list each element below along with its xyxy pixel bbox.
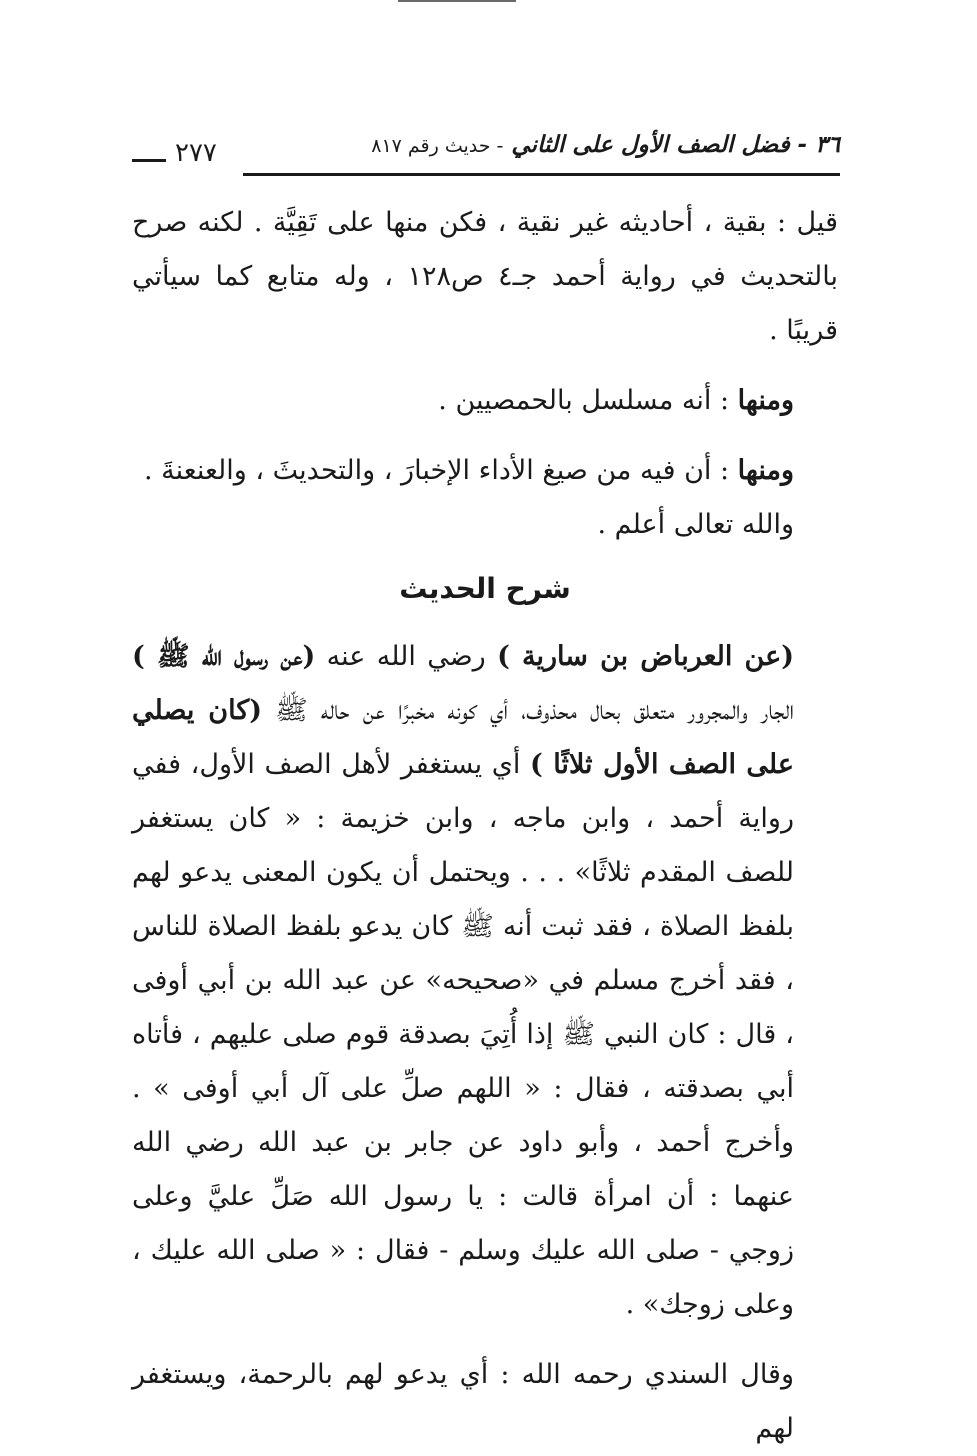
header-rule	[243, 173, 840, 176]
spacer	[132, 428, 838, 444]
note-label: ومنها	[737, 385, 794, 416]
quoted-phrase: (عن العرباض بن سارية )	[497, 641, 794, 672]
page-header	[130, 132, 840, 180]
quoted-phrase: (عن رسول الله ﷺ )	[132, 641, 316, 672]
commentary-paragraph	[132, 630, 838, 1332]
commentary-text: رضي الله عنه	[315, 641, 498, 672]
header-dash	[132, 159, 166, 162]
note-label: ومنها	[737, 455, 794, 486]
quoted-phrase: (كان يصلي على الصف الأول ثلاثًا )	[132, 695, 794, 780]
spacer	[132, 1332, 838, 1348]
note-sigh	[132, 444, 838, 498]
hadith-reference: - حديث رقم ٨١٧	[371, 135, 504, 157]
top-margin-mark	[398, 0, 516, 2]
note-text: : أن فيه من صيغ الأداء الإخبارَ ، والتحديثَ ، والعنعنةَ .	[144, 455, 738, 486]
section-title: شرح الحديث	[399, 572, 571, 605]
running-title	[371, 132, 840, 158]
commentary-text: الجار والمجرور متعلق بحال محذوف، أي كونه مخبرًا عن حاله ﷺ	[262, 695, 794, 726]
intro-paragraph: قيل : بقية ، أحاديثه غير نقية ، فكن منها على تَقِيَّة . لكنه صرح بالتحديث في رواية أحمد جـ٤ ص١٢٨ ، وله متابع كما سيأتي قريبًا .	[132, 207, 838, 346]
sindi-paragraph: وقال السندي رحمه الله : أي يدعو لهم بالرحمة، ويستغفر لهم	[132, 1359, 794, 1444]
page-number: ٢٧٧	[175, 138, 217, 168]
note-text: : أنه مسلسل بالحمصيين .	[438, 385, 738, 416]
note-musalsal	[132, 374, 838, 428]
page-body	[132, 196, 838, 1456]
spacer	[132, 358, 838, 374]
closing-phrase: والله تعالى أعلم .	[597, 509, 794, 540]
commentary-text: أي يستغفر لأهل الصف الأول، ففي رواية أحمد ، وابن ماجه ، وابن خزيمة : « كان يستغفر للصف المقدم ثلاثًا» . . . ويحتمل أن يكون المعنى يدعو لهم بلفظ الصلاة ، فقد ثبت أنه ﷺ كان يدعو بلفظ الصلاة للناس ، فقد أخرج مسلم في «صحيحه» عن عبد الله بن أبي أوفى ، قال : كان النبي ﷺ إذا أُتِيَ بصدقة قوم صلى عليهم ، فأتاه أبي بصدقته ، فقال : « اللهم صلِّ على آل أبي أوفى » . وأخرج أحمد ، وأبو داود عن جابر بن عبد الله رضي الله عنهما : أن امرأة قالت : يا رسول الله صَلِّ عليَّ وعلى زوجي - صلى الله عليك وسلم - فقال : « صلى الله عليك ، وعلى زوجك» .	[132, 749, 794, 1320]
chapter-title: ٣٦ - فضل الصف الأول على الثاني	[511, 132, 840, 158]
